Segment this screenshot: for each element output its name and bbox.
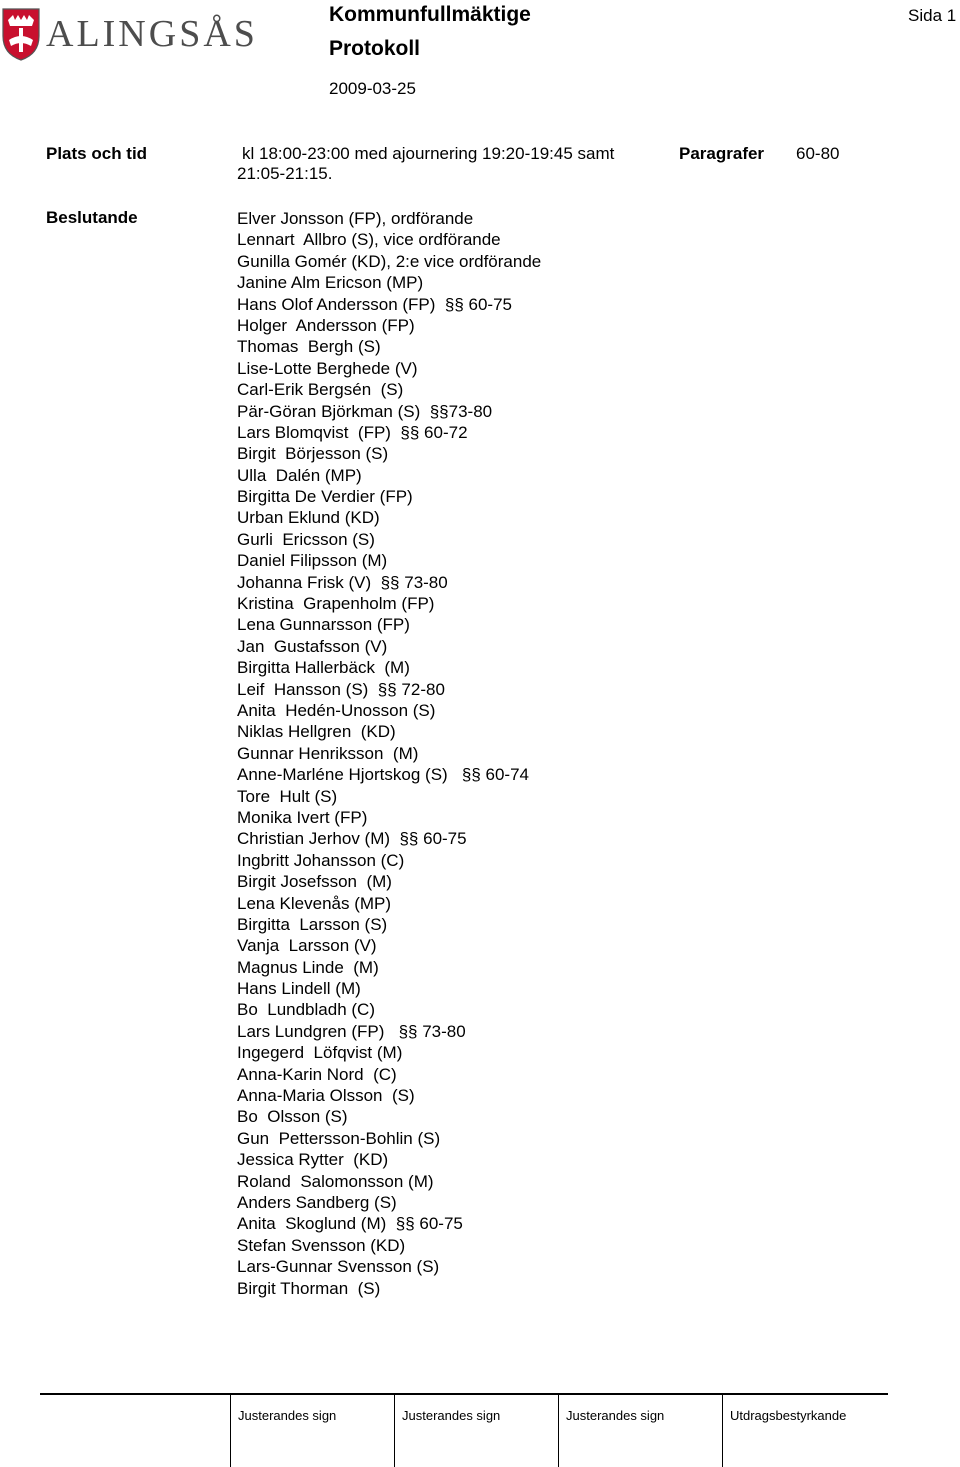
- list-item: Leif Hansson (S) §§ 72-80: [237, 679, 445, 699]
- list-item: Vanja Larsson (V): [237, 936, 377, 956]
- list-item: Anders Sandberg (S): [237, 1192, 397, 1212]
- list-item: Holger Andersson (FP): [237, 315, 415, 335]
- list-item: Anne-Marléne Hjortskog (S) §§ 60-74: [237, 765, 529, 785]
- list-item: Lena Gunnarsson (FP): [237, 615, 410, 635]
- list-item: Anna-Karin Nord (C): [237, 1064, 397, 1084]
- list-item: Lena Klevenås (MP): [237, 893, 392, 913]
- list-item: Gunnar Henriksson (M): [237, 743, 419, 763]
- list-item: Magnus Linde (M): [237, 957, 379, 977]
- list-item: Thomas Bergh (S): [237, 337, 381, 357]
- list-item: Jan Gustafsson (V): [237, 636, 388, 656]
- list-item: Gun Pettersson-Bohlin (S): [237, 1128, 441, 1148]
- footer-cell-divider: [558, 1393, 559, 1467]
- justerandes-sign-1: Justerandes sign: [238, 1408, 337, 1423]
- list-item: Lars-Gunnar Svensson (S): [237, 1257, 440, 1277]
- paragrafer-value: 60-80: [796, 144, 840, 163]
- footer-cell-divider: [230, 1393, 231, 1467]
- list-item: Gurli Ericsson (S): [237, 529, 375, 549]
- list-item: Pär-Göran Björkman (S) §§73-80: [237, 401, 493, 421]
- list-item: Birgit Thorman (S): [237, 1278, 381, 1298]
- utdragsbestyrkande: Utdragsbestyrkande: [730, 1408, 847, 1423]
- footer-divider: [40, 1393, 888, 1395]
- list-item: Ulla Dalén (MP): [237, 465, 362, 485]
- list-item: Birgitta Hallerbäck (M): [237, 658, 410, 678]
- member-list: [237, 208, 541, 1299]
- list-item: Lars Blomqvist (FP) §§ 60-72: [237, 422, 468, 442]
- list-item: Birgitta Larsson (S): [237, 914, 388, 934]
- plats-och-tid-label: Plats och tid: [46, 144, 148, 163]
- list-item: Urban Eklund (KD): [237, 508, 380, 528]
- coat-of-arms-icon: [0, 6, 42, 62]
- list-item: Tore Hult (S): [237, 786, 338, 806]
- beslutande-label: Beslutande: [46, 208, 138, 227]
- list-item: Lise-Lotte Berghede (V): [237, 358, 418, 378]
- list-item: Anna-Maria Olsson (S): [237, 1086, 415, 1106]
- justerandes-sign-3: Justerandes sign: [566, 1408, 665, 1423]
- list-item: Janine Alm Ericson (MP): [237, 273, 424, 293]
- list-item: Bo Lundbladh (C): [237, 1000, 375, 1020]
- signature-footer: [40, 1393, 888, 1467]
- list-item: Bo Olsson (S): [237, 1107, 348, 1127]
- list-item: Christian Jerhov (M) §§ 60-75: [237, 829, 467, 849]
- list-item: Jessica Rytter (KD): [237, 1150, 389, 1170]
- page-number: Sida 1: [908, 6, 957, 25]
- meeting-date: 2009-03-25: [329, 79, 416, 98]
- list-item: Anita Hedén-Unosson (S): [237, 700, 436, 720]
- list-item: Hans Lindell (M): [237, 979, 361, 999]
- list-item: Birgit Börjesson (S): [237, 444, 389, 464]
- justerandes-sign-2: Justerandes sign: [402, 1408, 501, 1423]
- list-item: Birgit Josefsson (M): [237, 872, 392, 892]
- list-item: Kristina Grapenholm (FP): [237, 594, 435, 614]
- list-item: Hans Olof Andersson (FP) §§ 60-75: [237, 294, 512, 314]
- list-item: Daniel Filipsson (M): [237, 551, 388, 571]
- logo-wordmark: ALINGSÅS: [46, 13, 258, 55]
- list-item: Monika Ivert (FP): [237, 807, 368, 827]
- list-item: Roland Salomonsson (M): [237, 1171, 434, 1191]
- document-title: Kommunfullmäktige: [329, 3, 531, 26]
- list-item: Carl-Erik Bergsén (S): [237, 380, 404, 400]
- list-item: Anita Skoglund (M) §§ 60-75: [237, 1214, 463, 1234]
- list-item: Niklas Hellgren (KD): [237, 722, 396, 742]
- list-item: Lars Lundgren (FP) §§ 73-80: [237, 1021, 466, 1041]
- list-item: Elver Jonsson (FP), ordförande: [237, 209, 474, 228]
- footer-cell-divider: [394, 1393, 395, 1467]
- list-item: Gunilla Gomér (KD), 2:e vice ordförande: [237, 251, 542, 271]
- list-item: Ingbritt Johansson (C): [237, 850, 405, 870]
- paragrafer-label: Paragrafer: [679, 144, 765, 163]
- plats-och-tid-value: kl 18:00-23:00 med ajournering 19:20-19:45 samt 21:05-21:15.: [237, 144, 615, 183]
- document-subtitle: Protokoll: [329, 37, 421, 60]
- list-item: Johanna Frisk (V) §§ 73-80: [237, 572, 448, 592]
- list-item: Lennart Allbro (S), vice ordförande: [237, 230, 501, 250]
- list-item: Birgitta De Verdier (FP): [237, 487, 413, 507]
- footer-cell-divider: [722, 1393, 723, 1467]
- list-item: Stefan Svensson (KD): [237, 1235, 406, 1255]
- list-item: Ingegerd Löfqvist (M): [237, 1043, 403, 1063]
- municipality-logo: [0, 6, 262, 64]
